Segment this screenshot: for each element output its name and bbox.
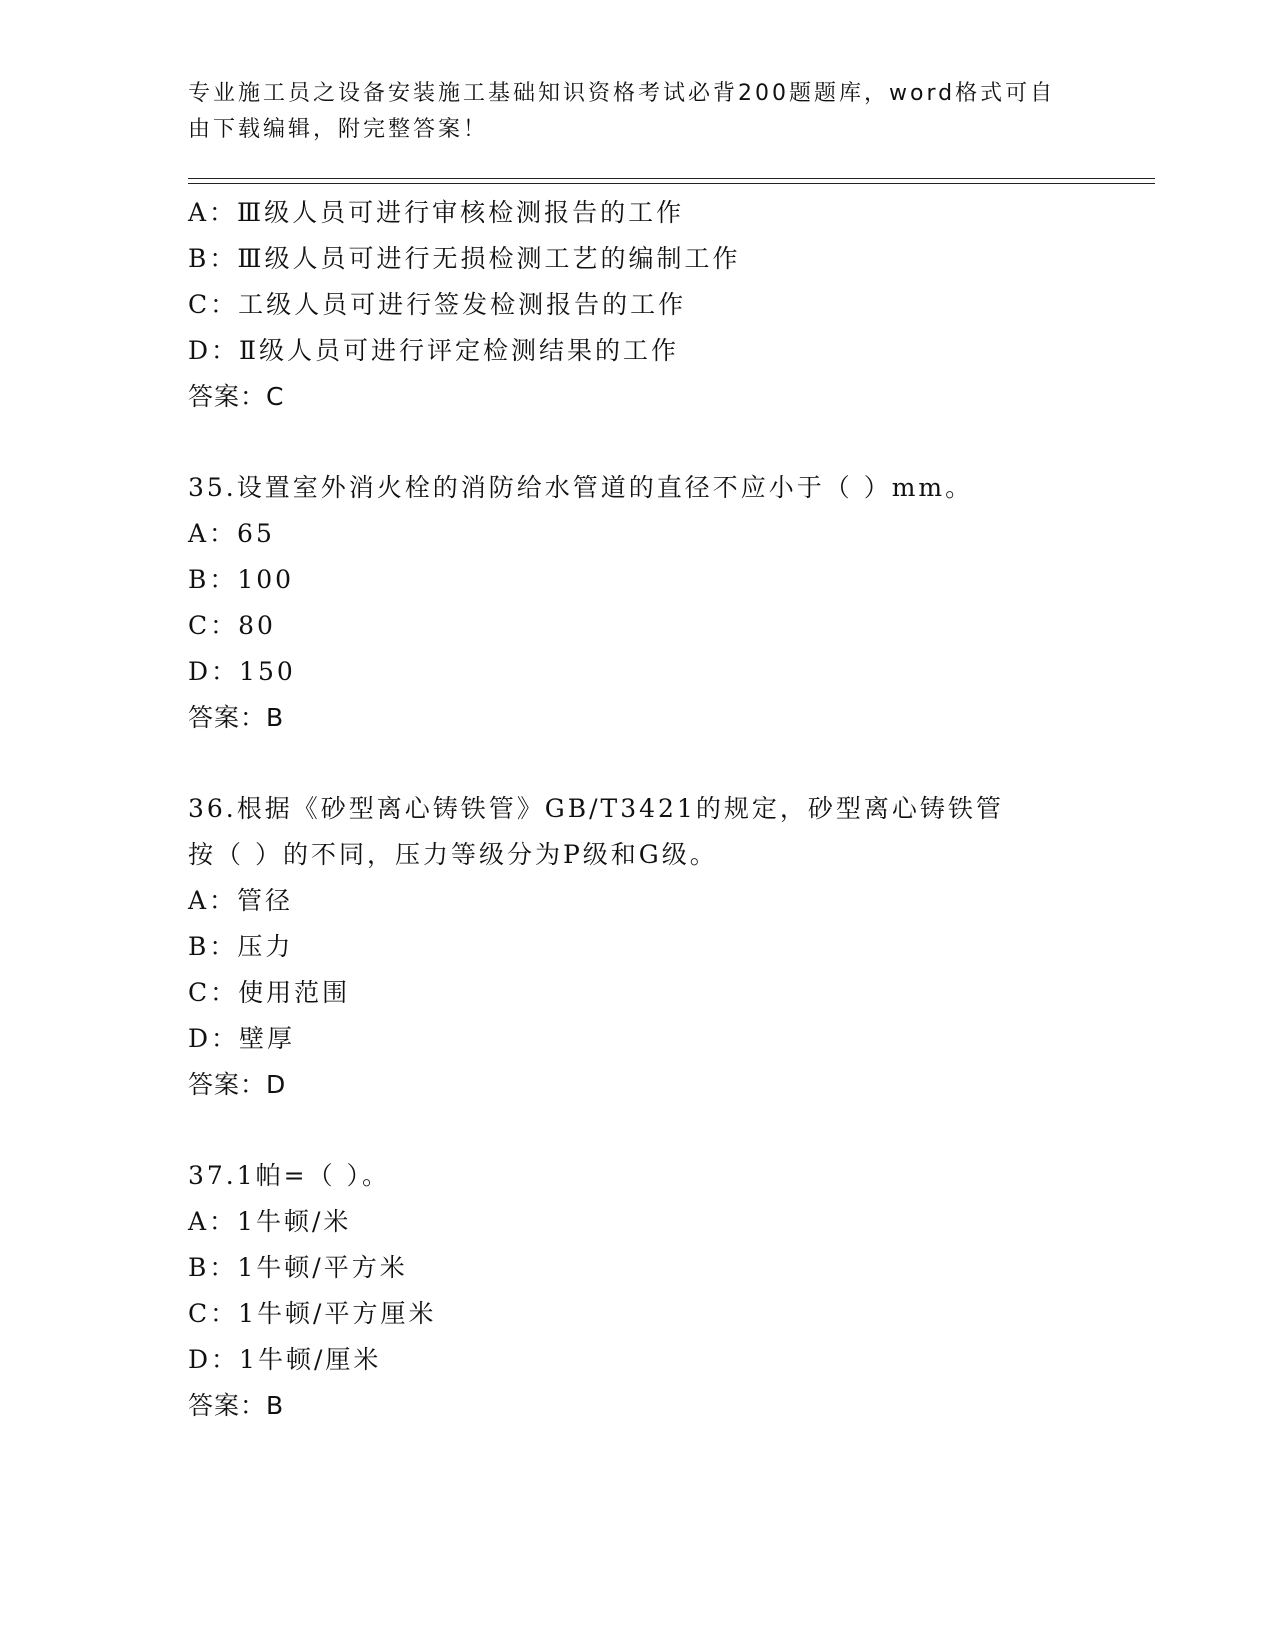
answer: 答案：B <box>188 703 285 732</box>
option-a: A：管径 <box>188 886 294 915</box>
option-d: D：1牛顿/厘米 <box>188 1345 382 1374</box>
option-c: C：使用范围 <box>188 978 351 1007</box>
header-divider-bottom <box>188 183 1155 184</box>
question-text: 37.1帕=（ ）。 <box>188 1161 391 1190</box>
option-d: D：150 <box>188 657 296 686</box>
option-a: A：1牛顿/米 <box>188 1207 352 1236</box>
option-a: A：65 <box>188 519 275 548</box>
answer: 答案：B <box>188 1391 285 1420</box>
option-d: D：Ⅱ级人员可进行评定检测结果的工作 <box>188 336 680 365</box>
option-c: C：80 <box>188 611 276 640</box>
option-c: C：工级人员可进行签发检测报告的工作 <box>188 290 687 319</box>
option-d: D：壁厚 <box>188 1024 296 1053</box>
option-a: A：Ⅲ级人员可进行审核检测报告的工作 <box>188 198 685 227</box>
answer: 答案：C <box>188 382 285 411</box>
question-35 <box>188 465 1088 741</box>
document-header: 专业施工员之设备安装施工基础知识资格考试必背200题题库，word格式可自由下载编辑，附完整答案！ <box>188 81 1056 142</box>
question-text: 36.根据《砂型离心铸铁管》GB/T3421的规定，砂型离心铸铁管按（ ）的不同，压力等级分为P级和G级。 <box>188 794 1004 869</box>
question-text: 35.设置室外消火栓的消防给水管道的直径不应小于（ ）mm。 <box>188 473 974 502</box>
question-37 <box>188 1153 1088 1429</box>
option-c: C：1牛顿/平方厘米 <box>188 1299 437 1328</box>
header-divider-top <box>188 178 1155 179</box>
question-list <box>188 190 1088 1429</box>
option-b: B：1牛顿/平方米 <box>188 1253 408 1282</box>
question-36 <box>188 786 1088 1108</box>
answer: 答案：D <box>188 1070 287 1099</box>
option-b: B：Ⅲ级人员可进行无损检测工艺的编制工作 <box>188 244 741 273</box>
option-b: B：压力 <box>188 932 294 961</box>
option-b: B：100 <box>188 565 295 594</box>
question-34 <box>188 190 1088 420</box>
